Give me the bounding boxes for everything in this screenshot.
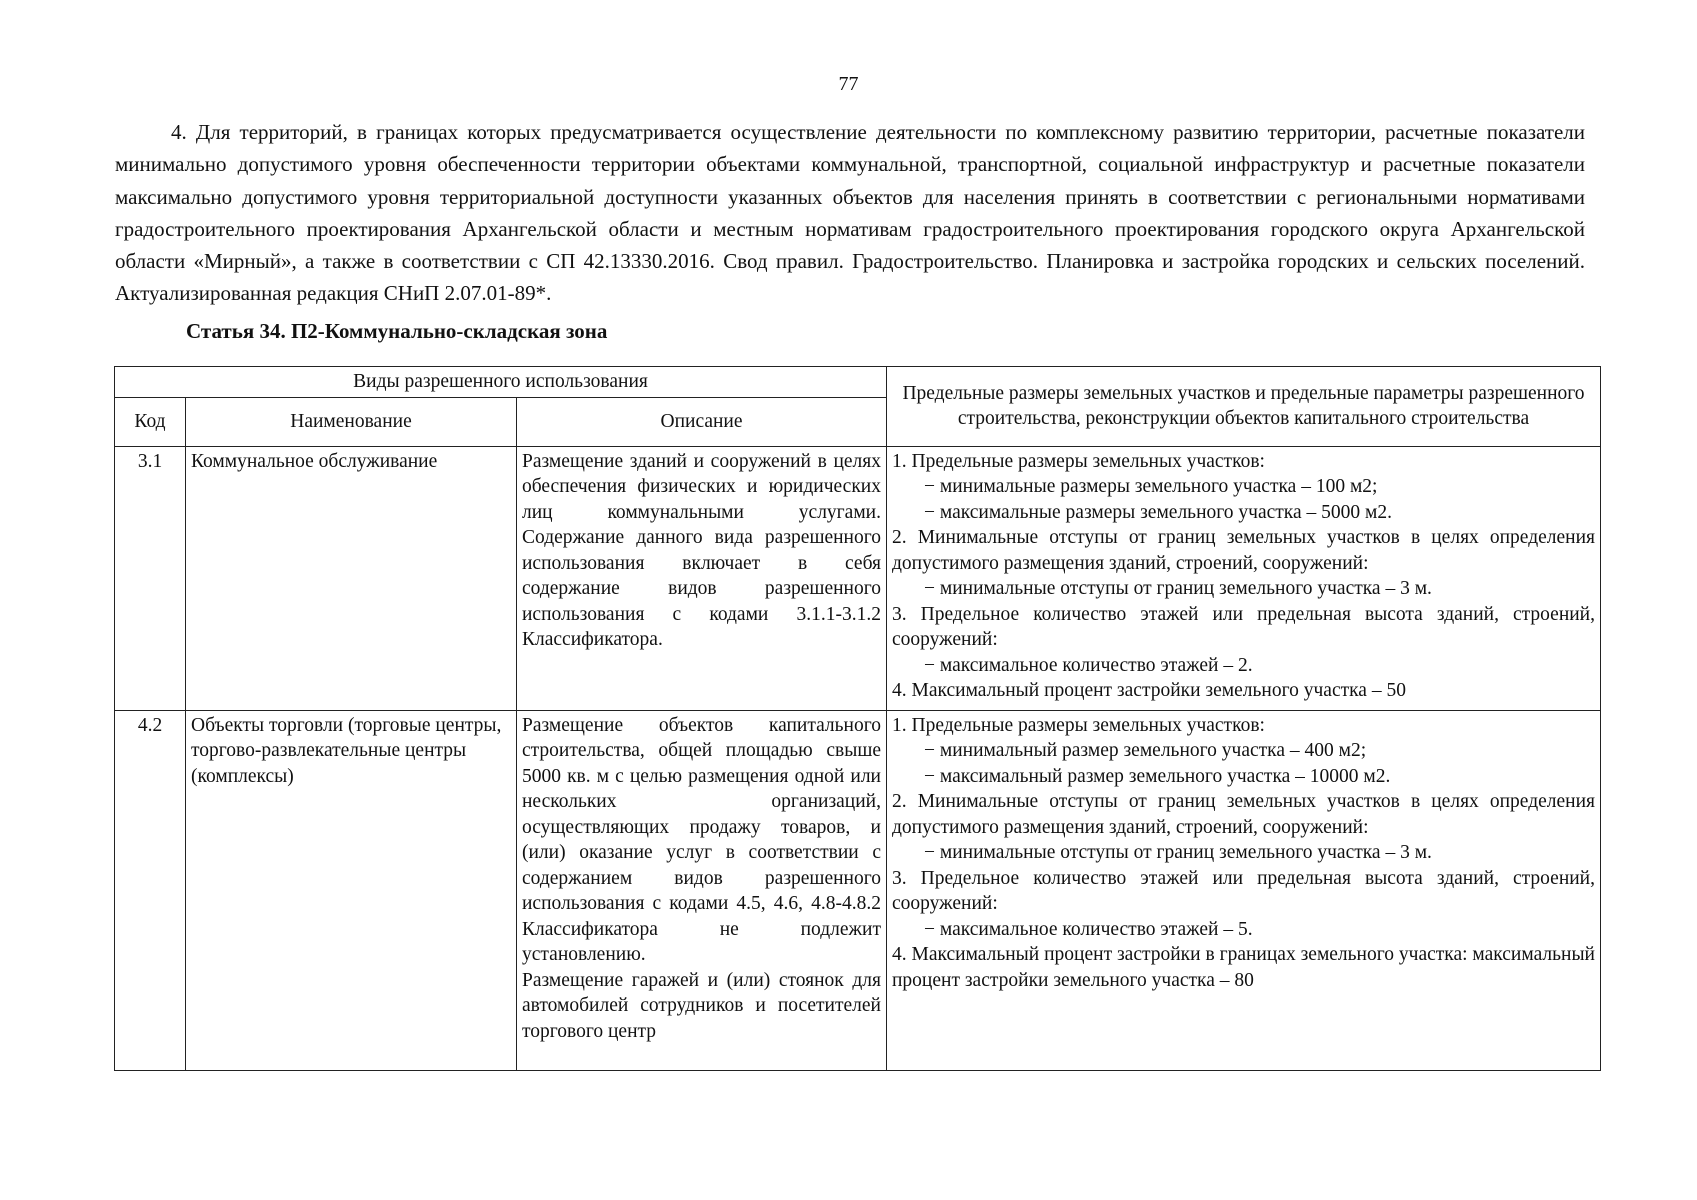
param-line: 4. Максимальный процент застройки в границах земельного участка: максимальный процент застройки земельного участка – 80 xyxy=(892,944,1595,991)
param-line: 1. Предельные размеры земельных участков: xyxy=(892,450,1265,472)
page-number: 77 xyxy=(838,73,859,95)
param-line: − максимальный размер земельного участка – 10000 м2. xyxy=(924,765,1391,787)
article-title: Статья 34. П2-Коммунально-складская зона xyxy=(186,319,608,343)
param-line: − максимальное количество этажей – 5. xyxy=(924,918,1253,940)
row-code: 4.2 xyxy=(115,710,186,1070)
table-body xyxy=(115,446,1601,1070)
table-header-row xyxy=(115,367,1601,398)
param-line: − минимальные отступы от границ земельного участка – 3 м. xyxy=(924,842,1432,863)
row-name: Объекты торговли (торговые центры, торгово-развлекательные центры (комплексы) xyxy=(186,710,517,1070)
description-paragraph: Размещение объектов капитального строительства, общей площадью свыше 5000 кв. м с целью размещения одной или нескольких организаций, осуществляющих продажу товаров, и (или) оказание услуг в соответствии с содержанием видов разрешенного использования с кодами 4.5, 4.6, 4.8-4.8.2 Классификатора не подлежит установлению. xyxy=(522,714,881,965)
row-description xyxy=(517,710,887,1070)
header-parameters: Предельные размеры земельных участков и предельные параметры разрешенного строительства, реконструкции объектов капитального строительства xyxy=(887,367,1601,447)
header-code: Код xyxy=(115,397,186,446)
param-line: 1. Предельные размеры земельных участков: xyxy=(892,714,1265,736)
param-line: − максимальное количество этажей – 2. xyxy=(924,654,1253,676)
param-line: 2. Минимальные отступы от границ земельных участков в целях определения допустимого размещения зданий, строений, сооружений: xyxy=(892,527,1595,574)
table-row xyxy=(115,446,1601,710)
header-usage-types: Виды разрешенного использования xyxy=(115,367,887,398)
param-line: 2. Минимальные отступы от границ земельных участков в целях определения допустимого размещения зданий, строений, сооружений: xyxy=(892,791,1595,838)
param-line: − максимальные размеры земельного участка – 5000 м2. xyxy=(924,501,1392,523)
param-line: − минимальный размер земельного участка – 400 м2; xyxy=(924,740,1367,761)
description-paragraph: Размещение гаражей и (или) стоянок для автомобилей сотрудников и посетителей торгового центр xyxy=(522,969,881,1042)
row-parameters xyxy=(887,446,1601,710)
param-line: 3. Предельное количество этажей или предельная высота зданий, строений, сооружений: xyxy=(892,867,1595,914)
param-line: − минимальные отступы от границ земельного участка – 3 м. xyxy=(924,578,1432,599)
body-paragraph: 4. Для территорий, в границах которых предусматривается осуществление деятельности по комплексному развитию территории, расчетные показатели минимально допустимого уровня обеспеченности территории объектами коммунальной, транспортной, социальной инфраструктур и расчетные показатели максимально допустимого уровня территориальной доступности указанных объектов для населения принять в соответствии с региональными нормативами градостроительного проектирования Архангельской области и местным нормативам градостроительного проектирования городского округа Архангельской области «Мирный», а также в соответствии с СП 42.13330.2016. Свод правил. Градостроительство. Планировка и застройка городских и сельских поселений. Актуализированная редакция СНиП 2.07.01-89*. xyxy=(115,120,1585,306)
description-paragraph: Размещение зданий и сооружений в целях обеспечения физических и юридических лиц коммунальными услугами. Содержание данного вида разрешенного использования включает в себя содержание видов разрешенного использования с кодами 3.1.1-3.1.2 Классификатора. xyxy=(522,450,881,650)
header-description: Описание xyxy=(517,397,887,446)
row-description xyxy=(517,446,887,710)
row-name: Коммунальное обслуживание xyxy=(186,446,517,710)
param-line: − минимальные размеры земельного участка – 100 м2; xyxy=(924,476,1378,497)
row-code: 3.1 xyxy=(115,446,186,710)
param-line: 4. Максимальный процент застройки земельного участка – 50 xyxy=(892,680,1406,701)
header-name: Наименование xyxy=(186,397,517,446)
zoning-table xyxy=(114,366,1601,1071)
row-parameters xyxy=(887,710,1601,1070)
table-row xyxy=(115,710,1601,1070)
param-line: 3. Предельное количество этажей или предельная высота зданий, строений, сооружений: xyxy=(892,603,1595,650)
